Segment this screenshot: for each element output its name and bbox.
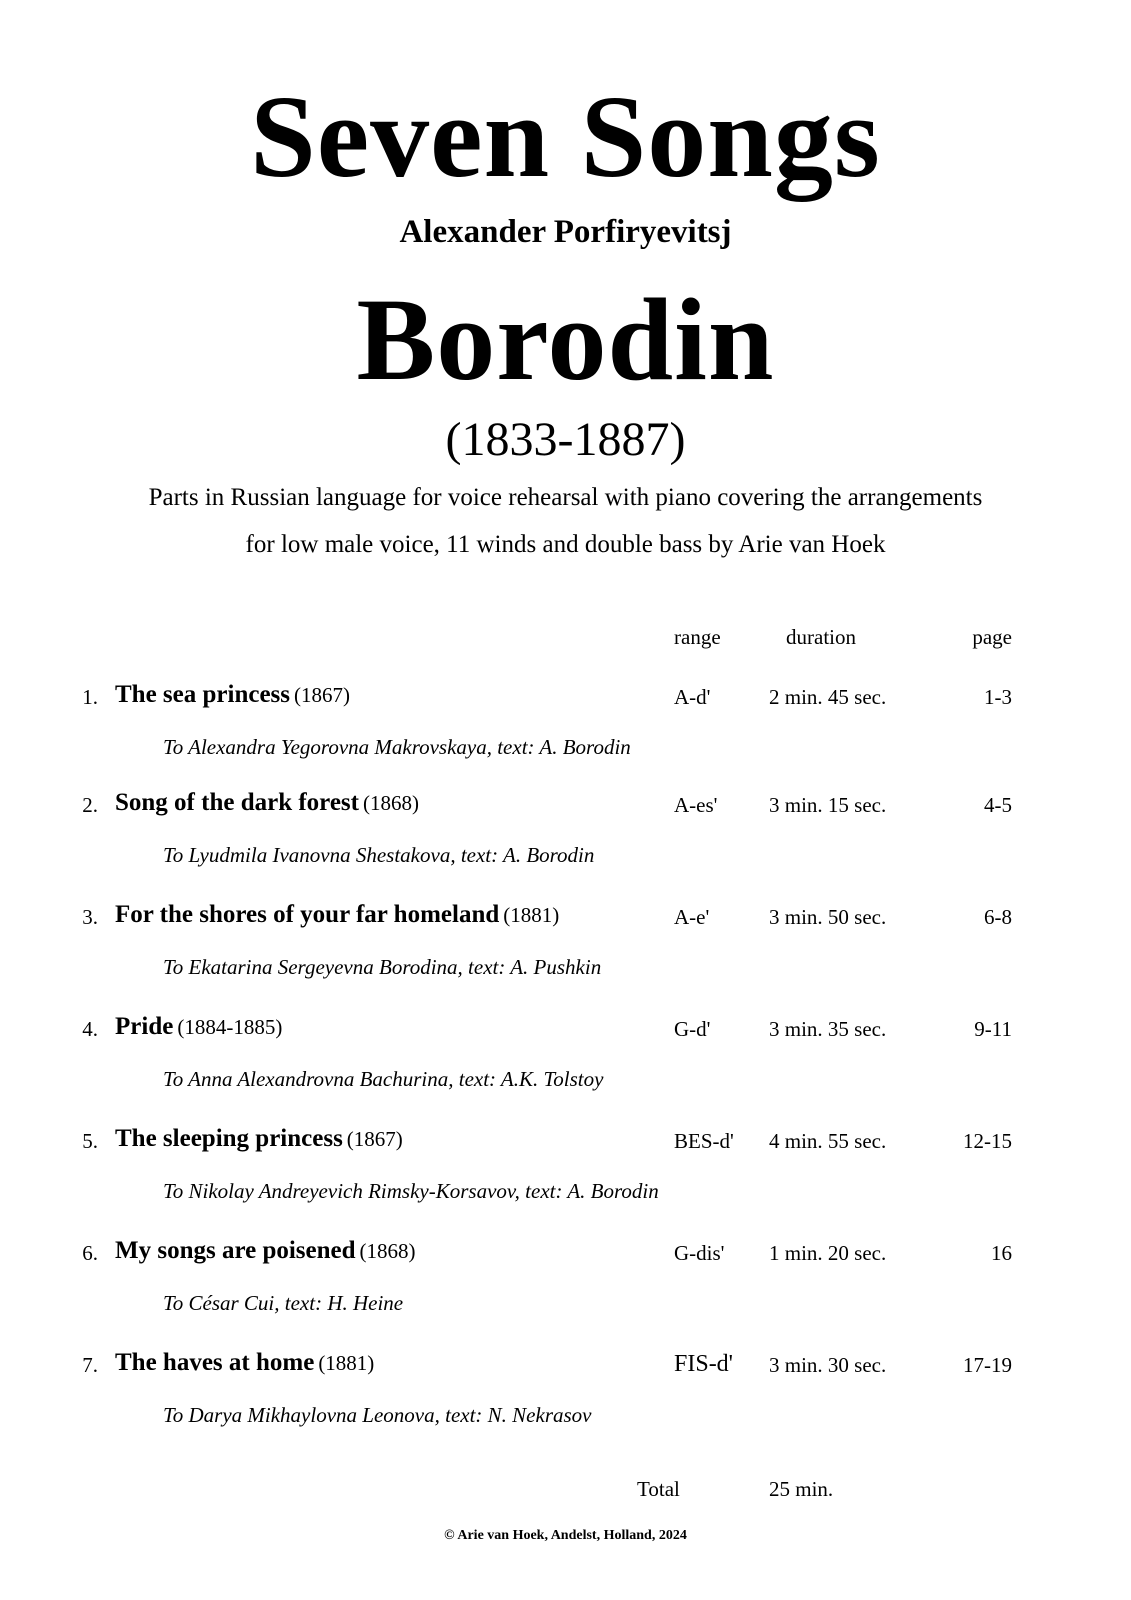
- song-duration: 3 min. 50 sec.: [769, 905, 887, 929]
- copyright-notice: © Arie van Hoek, Andelst, Holland, 2024: [444, 1528, 687, 1543]
- description-line-2: for low male voice, 11 winds and double bass by Arie van Hoek: [245, 531, 886, 558]
- song-range: A-e': [674, 905, 710, 929]
- column-header-range: range: [674, 625, 721, 649]
- song-page: 12-15: [963, 1129, 1012, 1153]
- song-dedication-5: To Nikolay Andreyevich Rimsky-Korsavov, text: A. Borodin: [163, 1179, 659, 1203]
- song-year: (1868): [362, 791, 419, 815]
- song-duration: 3 min. 15 sec.: [769, 793, 887, 817]
- description-line-1: Parts in Russian language for voice rehearsal with piano covering the arrangements: [148, 484, 983, 511]
- song-year: (1881): [503, 903, 560, 927]
- song-page: 1-3: [984, 685, 1012, 709]
- song-page: 6-8: [984, 905, 1012, 929]
- song-title: Song of the dark forest: [115, 789, 359, 816]
- song-row-2: [0, 782, 1131, 822]
- song-number: 7.: [82, 1353, 98, 1377]
- song-row-1: [0, 674, 1131, 714]
- composer-lifespan: (1833-1887): [445, 413, 686, 466]
- song-duration: 3 min. 30 sec.: [769, 1353, 887, 1377]
- song-number: 4.: [82, 1017, 98, 1041]
- song-title-line: [115, 1234, 416, 1271]
- song-page: 17-19: [963, 1353, 1012, 1377]
- song-dedication-4: To Anna Alexandrovna Bachurina, text: A.K. Tolstoy: [163, 1067, 604, 1091]
- song-title-line: [115, 898, 559, 935]
- composer-surname: Borodin: [356, 274, 775, 405]
- song-title: Pride: [115, 1013, 174, 1040]
- song-range: BES-d': [674, 1129, 734, 1153]
- song-range: G-dis': [674, 1241, 725, 1265]
- song-row-7: [0, 1342, 1131, 1382]
- song-range: G-d': [674, 1017, 711, 1041]
- song-duration: 3 min. 35 sec.: [769, 1017, 887, 1041]
- page-title: Seven Songs: [250, 71, 881, 202]
- song-title-line: [115, 1346, 374, 1383]
- song-row-6: [0, 1230, 1131, 1270]
- song-page: 16: [991, 1241, 1012, 1265]
- song-number: 5.: [82, 1129, 98, 1153]
- song-row-5: [0, 1118, 1131, 1158]
- song-duration: 1 min. 20 sec.: [769, 1241, 887, 1265]
- song-title: The haves at home: [115, 1349, 315, 1376]
- column-header-duration: duration: [786, 625, 856, 649]
- song-duration: 4 min. 55 sec.: [769, 1129, 887, 1153]
- song-title-line: [115, 678, 350, 715]
- song-title-line: [115, 1010, 282, 1047]
- song-page: 4-5: [984, 793, 1012, 817]
- song-year: (1868): [359, 1239, 416, 1263]
- song-number: 3.: [82, 905, 98, 929]
- song-year: (1867): [294, 683, 350, 707]
- total-duration: 25 min.: [769, 1477, 834, 1501]
- song-range: A-es': [674, 793, 718, 817]
- song-title-line: [115, 1122, 403, 1159]
- song-dedication-1: To Alexandra Yegorovna Makrovskaya, text: A. Borodin: [163, 735, 631, 759]
- song-range: FIS-d': [674, 1351, 734, 1377]
- song-title-line: [115, 786, 419, 823]
- song-number: 2.: [82, 793, 98, 817]
- song-row-3: [0, 894, 1131, 934]
- song-range: A-d': [674, 685, 711, 709]
- song-year: (1884-1885): [177, 1015, 283, 1039]
- song-year: (1867): [346, 1127, 403, 1151]
- song-title: The sea princess: [115, 681, 290, 708]
- song-page: 9-11: [974, 1017, 1012, 1041]
- composer-first-names: Alexander Porfiryevitsj: [399, 214, 732, 250]
- song-dedication-7: To Darya Mikhaylovna Leonova, text: N. Nekrasov: [163, 1403, 592, 1427]
- song-number: 1.: [82, 685, 98, 709]
- song-title: My songs are poisened: [115, 1237, 356, 1264]
- song-number: 6.: [82, 1241, 98, 1265]
- song-dedication-6: To César Cui, text: H. Heine: [163, 1291, 404, 1315]
- total-label: Total: [637, 1477, 680, 1501]
- song-row-4: [0, 1006, 1131, 1046]
- song-title: For the shores of your far homeland: [115, 901, 500, 928]
- song-duration: 2 min. 45 sec.: [769, 685, 887, 709]
- song-dedication-3: To Ekatarina Sergeyevna Borodina, text: A. Pushkin: [163, 955, 602, 979]
- song-year: (1881): [318, 1351, 375, 1375]
- column-header-page: page: [972, 625, 1012, 649]
- song-dedication-2: To Lyudmila Ivanovna Shestakova, text: A. Borodin: [163, 843, 595, 867]
- song-title: The sleeping princess: [115, 1125, 343, 1152]
